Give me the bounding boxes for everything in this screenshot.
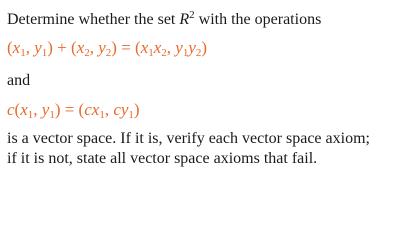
conclusion-line-1: is a vector space. If it is, verify each vector space axiom; bbox=[7, 130, 370, 147]
addition-formula: ($x_1$, $y_1) + (x_2$, $y_2) = (x_1x_2$, $y_1y_2$) bbox=[7, 38, 208, 59]
sy1-var: y bbox=[41, 100, 50, 119]
x1-var: x bbox=[12, 38, 21, 57]
intro-text-after: with the operations bbox=[194, 11, 322, 28]
x1-subscript: 1 bbox=[20, 47, 26, 59]
y1-subscript: 1 bbox=[41, 47, 48, 59]
problem-intro bbox=[7, 10, 321, 30]
set-exponent: 2 bbox=[189, 9, 195, 21]
y1-var-rhs: y bbox=[175, 38, 183, 57]
connector-and: and bbox=[7, 72, 31, 89]
scalar-c-rhs1: c bbox=[84, 100, 92, 119]
y2-subscript-rhs: 2 bbox=[195, 47, 202, 59]
sx1-subscript-rhs: 1 bbox=[99, 109, 105, 121]
conclusion-line-2: if it is not, state all vector space axioms that fail. bbox=[7, 150, 318, 167]
y1-var: y bbox=[34, 38, 42, 57]
x1-var-rhs: x bbox=[140, 38, 149, 57]
y2-subscript: 2 bbox=[105, 47, 112, 59]
intro-text-before: Determine whether the set bbox=[7, 11, 180, 28]
y2-var: y bbox=[98, 38, 106, 57]
scalar-c: c bbox=[7, 100, 15, 119]
y2-var-rhs: y bbox=[188, 38, 196, 57]
sy1-var-rhs: y bbox=[120, 100, 129, 119]
x2-var-rhs: x bbox=[153, 38, 162, 57]
sy1-subscript: 1 bbox=[49, 109, 55, 121]
x2-var: x bbox=[76, 38, 85, 57]
x1-subscript-rhs: 1 bbox=[148, 47, 154, 59]
set-symbol: R bbox=[179, 11, 190, 28]
y1-subscript-rhs: 1 bbox=[182, 47, 189, 59]
x2-subscript: 2 bbox=[84, 47, 90, 59]
sx1-var-rhs: x bbox=[91, 100, 100, 119]
sx1-subscript: 1 bbox=[27, 109, 34, 121]
x2-subscript-rhs: 2 bbox=[161, 47, 167, 59]
scalar-formula: $c(x_1$, $y_1) = (cx_1$, $cy_1$) bbox=[7, 100, 140, 121]
sy1-subscript-rhs: 1 bbox=[128, 109, 134, 121]
sx1-var: x bbox=[20, 100, 28, 119]
scalar-c-rhs2: c bbox=[113, 100, 121, 119]
